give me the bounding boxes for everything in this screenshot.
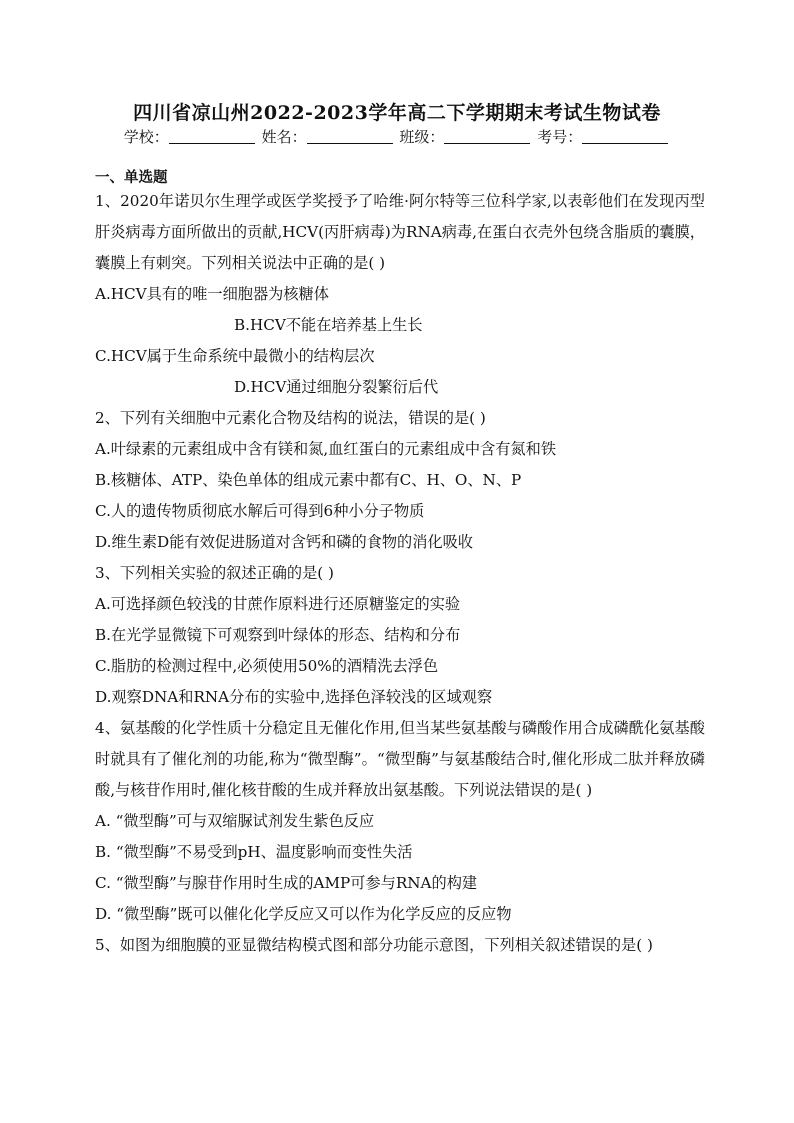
option-b: B. “微型酶”不易受到pH、温度影响而变性失活 xyxy=(95,843,413,861)
option-c: C. “微型酶”与腺苷作用时生成的AMP可参与RNA的构建 xyxy=(95,874,478,892)
option-b: B.在光学显微镜下可观察到叶绿体的形态、结构和分布 xyxy=(95,626,461,644)
option-a: A.可选择颜色较浅的甘蔗作原料进行还原糖鉴定的实验 xyxy=(95,595,461,613)
name-label: 姓名： xyxy=(261,128,307,146)
option-a: A.叶绿素的元素组成中含有镁和氮,血红蛋白的元素组成中含有氮和铁 xyxy=(95,440,557,458)
question-5 xyxy=(95,930,705,961)
option-d: D. “微型酶”既可以催化化学反应又可以作为化学反应的反应物 xyxy=(95,905,512,923)
name-blank[interactable] xyxy=(307,129,393,144)
exam-number-label: 考号： xyxy=(537,128,583,146)
question-3 xyxy=(95,558,705,713)
option-c: C.人的遗传物质彻底水解后可得到6种小分子物质 xyxy=(95,502,425,520)
option-c: C.脂肪的检测过程中,必须使用50%的酒精洗去浮色 xyxy=(95,657,439,675)
question-stem: 5、如图为细胞膜的亚显微结构模式图和部分功能示意图，下列相关叙述错误的是( ) xyxy=(95,936,653,954)
question-4 xyxy=(95,713,705,930)
question-1 xyxy=(95,186,705,403)
school-label: 学校： xyxy=(123,128,169,146)
question-stem: 1、2020年诺贝尔生理学或医学奖授予了哈维·阿尔特等三位科学家,以表彰他们在发现丙型肝炎病毒方面所做出的贡献,HCV(丙肝病毒)为RNA病毒,在蛋白衣壳外包绕含脂质的囊膜，囊膜上有刺突。下列相关说法中正确的是( ) xyxy=(95,192,705,272)
option-b: B.核糖体、ATP、染色单体的组成元素中都有C、H、O、N、P xyxy=(95,471,522,489)
section-heading: 一、单选题 xyxy=(95,169,168,186)
option-c: C.HCV属于生命系统中最微小的结构层次 xyxy=(95,347,375,365)
option-a: A.HCV具有的唯一细胞器为核糖体 xyxy=(95,285,329,303)
student-info-line xyxy=(0,126,794,147)
option-b: B.HCV不能在培养基上生长 xyxy=(234,316,423,334)
question-stem: 3、下列相关实验的叙述正确的是( ) xyxy=(95,564,334,582)
exam-number-blank[interactable] xyxy=(582,129,668,144)
questions-area xyxy=(95,186,705,961)
school-blank[interactable] xyxy=(169,129,255,144)
option-a: A. “微型酶”可与双缩脲试剂发生紫色反应 xyxy=(95,812,375,830)
option-d: D.观察DNA和RNA分布的实验中,选择色泽较浅的区域观察 xyxy=(95,688,493,706)
exam-title: 四川省凉山州2022-2023学年高二下学期期末考试生物试卷 xyxy=(133,102,661,124)
option-d: D.HCV通过细胞分裂繁衍后代 xyxy=(234,378,439,396)
question-2 xyxy=(95,403,705,558)
question-stem: 2、下列有关细胞中元素化合物及结构的说法，错误的是( ) xyxy=(95,409,486,427)
class-blank[interactable] xyxy=(444,129,530,144)
option-d: D.维生素D能有效促进肠道对含钙和磷的食物的消化吸收 xyxy=(95,533,473,551)
class-label: 班级： xyxy=(399,128,445,146)
question-stem: 4、氨基酸的化学性质十分稳定且无催化作用,但当某些氨基酸与磷酸作用合成磷酰化氨基酸时就具有了催化剂的功能,称为“微型酶”。“微型酶”与氨基酸结合时,催化形成二肽并释放磷酸,与核苷作用时,催化核苷酸的生成并释放出氨基酸。下列说法错误的是( ) xyxy=(95,719,705,799)
